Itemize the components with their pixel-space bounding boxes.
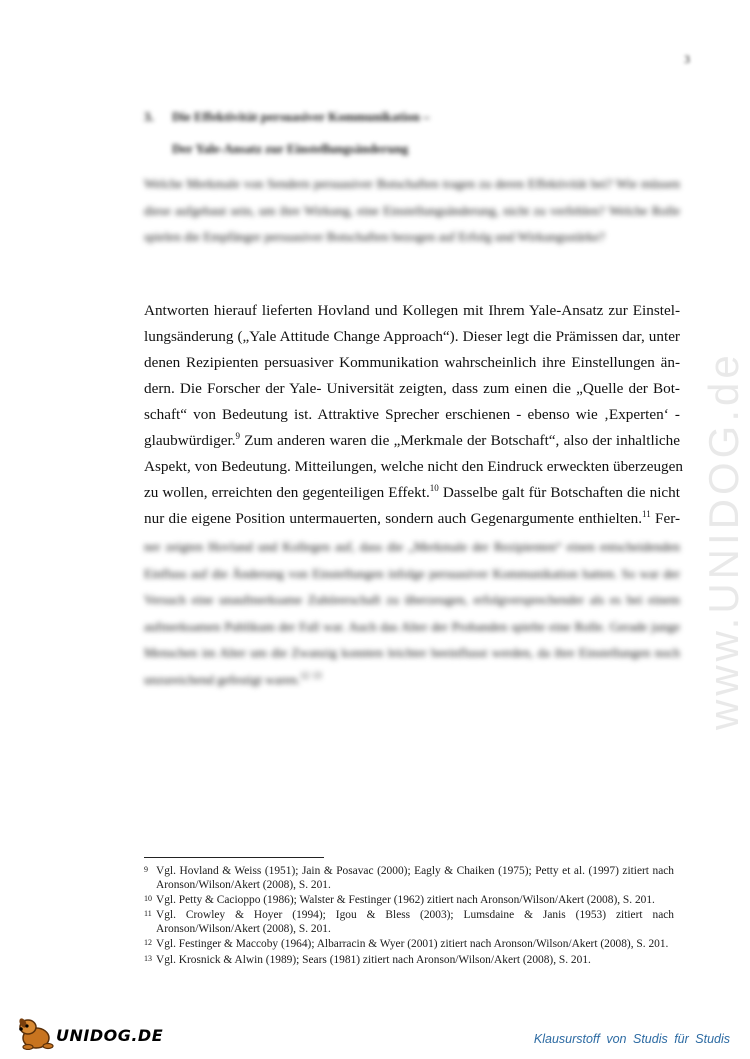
footnote-text: Vgl. Crowley & Hoyer (1994); Igou & Bless (2003); Lumsdaine & Janis (1953) zitiert nach Aronson/Wilson/Akert (2008), S. 201.: [156, 909, 674, 936]
footnote-text: Vgl. Petty & Cacioppo (1986); Walster & Festinger (1962) zitiert nach Aronson/Wilson/Akert (2008), S. 201.: [156, 894, 655, 907]
text-segment: Fer-: [650, 510, 681, 527]
footnote-number: 13: [144, 953, 152, 963]
logo-text: UNIDOG.DE: [56, 1026, 164, 1045]
section-number: 3.: [144, 109, 154, 124]
footnote: [144, 909, 674, 937]
footnote-divider: [144, 857, 324, 858]
footnote-ref[interactable]: 10: [429, 482, 439, 493]
footnote-text: Vgl. Krosnick & Alwin (1989); Sears (1981) zitiert nach Aronson/Wilson/Akert (2008), S. 201.: [156, 953, 591, 966]
footnote-number: 12: [144, 938, 152, 948]
footnote: [144, 894, 674, 908]
text-segment: nur die eigene Position untermauerten, sondern auch Gegenargumente enthielten.: [144, 510, 643, 527]
unidog-logo[interactable]: [18, 1016, 168, 1050]
text-line: dern. Die Forscher der Yale- Universität zeigten, dass zum einen die „Quelle der Bot-: [144, 380, 680, 397]
text-line: Aspekt, von Bedeutung. Mitteilungen, welche nicht den Eindruck erweckten überzeugen: [144, 458, 683, 475]
section-title: Die Effektivität persuasiver Kommunikation –: [172, 109, 430, 124]
text-segment: Dasselbe galt für Botschaften die nicht: [438, 484, 680, 501]
text-line: schaft“ von Bedeutung ist. Attraktive Sprecher erschienen - ebenso wie ‚Experten‘ -: [144, 406, 680, 423]
text-line: denen Rezipienten persuasiver Kommunikation wahrscheinlich ihre Einstellungen än-: [144, 354, 680, 371]
footnote-ref: 12: [300, 670, 310, 681]
footnote-number: 11: [144, 909, 152, 919]
text-segment: glaubwürdiger.: [144, 432, 236, 449]
footnote: [144, 865, 674, 893]
text-line: [144, 480, 680, 506]
text-segment: zu wollen, erreichten den gegenteiligen Effekt.: [144, 484, 430, 501]
footnote-number: 9: [144, 865, 148, 874]
section-heading-line-1: [144, 109, 430, 125]
text-line: [144, 506, 680, 532]
footer-slogan: Klausurstoff von Studis für Studis: [533, 1032, 730, 1046]
footnote-number: 10: [144, 894, 152, 904]
main-paragraph: [144, 298, 683, 532]
text-segment: ner zeigten Hovland und Kollegen auf, dass die „Merkmale der Rezipienten“ einen entscheidenden Einfluss auf die Änderung von Einstellungen infolge persuasiver Kommunikation hatten. So war der Versuch eine unaufmerksame Zuhörerschaft zu überzeugen, erfolgversprechender als es bei einem aufmerksamen Publikum der Fall war. Auch das Alter der Probanden spielte eine Rolle. Gerade junge Menschen im Alter um die Zwanzig konnten leichter beeinflusst werden, da ihre Einstellungen noch unzureichend gefestigt waren.: [144, 539, 680, 687]
footnote-text: Vgl. Hovland & Weiss (1951); Jain & Posavac (2000); Eagly & Chaiken (1975); Petty et al. (1997) zitiert nach Aronson/Wilson/Akert (2008), S. 201.: [156, 865, 674, 891]
intro-paragraph: Welche Merkmale von Sendern persuasiver Botschaften tragen zu deren Effektivität bei? Wie müssen diese aufgebaut sein, um ihre Wirkung, eine Einstellungsänderung, nicht zu verfehlen? Welche Rolle spielen die Empfänger persuasiver Botschaften bezogen auf Erfolg und Wirkungsstärke?: [144, 176, 680, 244]
footnote-ref[interactable]: 11: [642, 508, 651, 519]
blurred-paragraph: [144, 534, 680, 693]
footnote-ref[interactable]: 9: [235, 430, 241, 441]
text-line: lungsänderung („Yale Attitude Change Approach“). Dieser legt die Prämissen dar, unter: [144, 328, 680, 345]
dog-mascot-icon: [18, 1016, 58, 1050]
footnote: [144, 938, 674, 952]
footnotes: [144, 865, 674, 969]
text-segment: Zum anderen waren die „Merkmale der Botschaft“, also der inhaltliche: [240, 432, 680, 449]
footnote-ref: 13: [312, 670, 322, 681]
footnote: [144, 954, 674, 968]
footnote-text: Vgl. Festinger & Maccoby (1964); Albarracin & Wyer (2001) zitiert nach Aronson/Wilson/Akert (2008), S. 201.: [156, 938, 669, 951]
section-subtitle: Der Yale-Ansatz zur Einstellungsänderung: [172, 141, 409, 156]
text-line: Antworten hierauf lieferten Hovland und Kollegen mit Ihrem Yale-Ansatz zur Einstel-: [144, 302, 680, 319]
text-line: [144, 428, 680, 454]
page-number: 3: [684, 52, 690, 66]
watermark-text: www.UNIDOG.de: [700, 351, 747, 730]
